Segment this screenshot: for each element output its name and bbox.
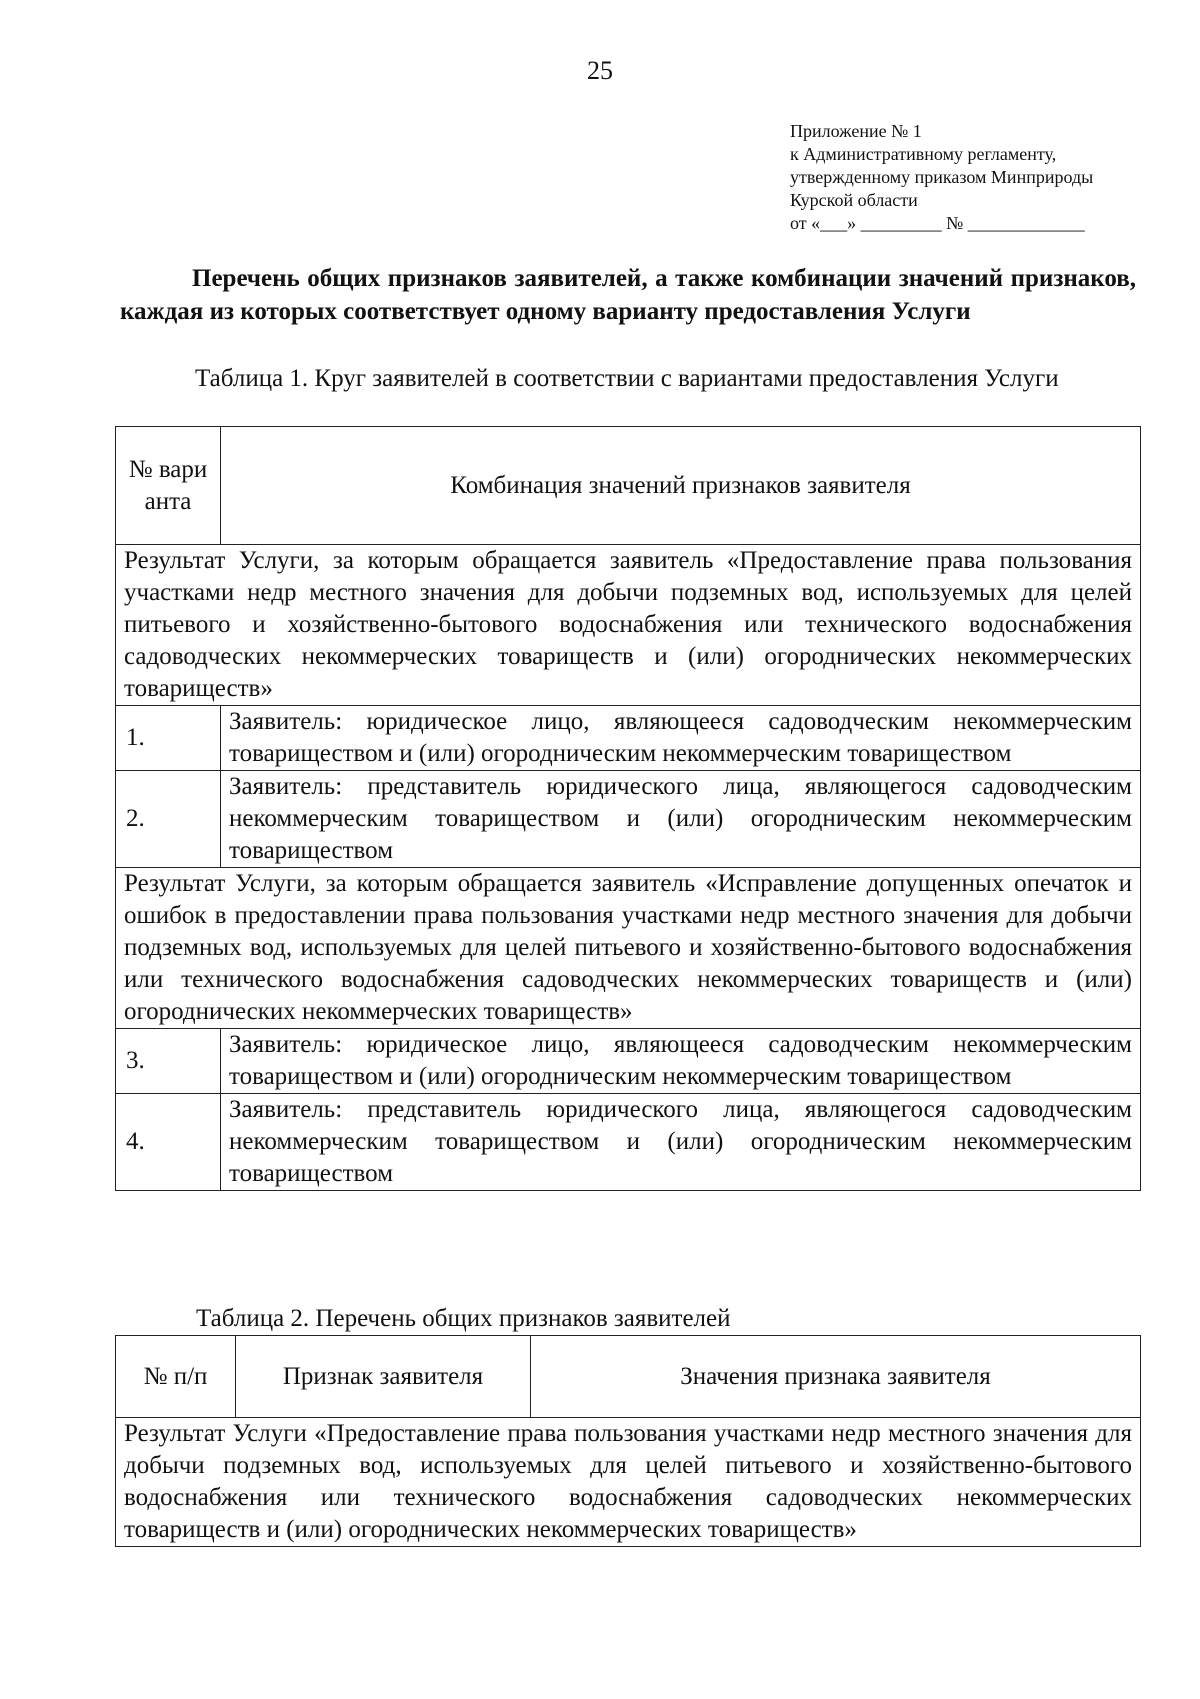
document-title — [120, 262, 1136, 328]
table1-caption: Таблица 1. Круг заявителей в соответствии с вариантами предоставления Услуги — [195, 365, 1059, 392]
table-row — [116, 1094, 1141, 1191]
header-row-number: № п/п — [116, 1336, 236, 1418]
appendix-line: к Административному регламенту, — [790, 144, 1057, 164]
variant-number: 4. — [116, 1094, 221, 1191]
section-result-text: Результат Услуги, за которым обращается заявитель «Предоставление права пользования участками недр местного значения для добычи подземных вод, используемых для целей питьевого и хозяйственно-бытового водоснабжения или технического водоснабжения садоводческих некоммерческих товариществ и (или) огороднических некоммерческих товариществ» — [116, 545, 1141, 706]
table2-caption: Таблица 2. Перечень общих признаков заявителей — [196, 1305, 731, 1332]
variant-number: 2. — [116, 771, 221, 868]
table-row — [116, 1029, 1141, 1094]
section-result-text: Результат Услуги, за которым обращается заявитель «Исправление допущенных опечаток и ошибок в предоставлении права пользования участками недр местного значения для добычи подземных вод, используемых для целей питьевого и хозяйственно-бытового водоснабжения или технического водоснабжения садоводческих некоммерческих товариществ и (или) огороднических некоммерческих товариществ» — [116, 868, 1141, 1029]
section-row — [116, 868, 1141, 1029]
appendix-line: Курской области — [790, 190, 918, 210]
section-row — [116, 545, 1141, 706]
variant-description: Заявитель: юридическое лицо, являющееся садоводческим некоммерческим товариществом и (или) огородническим некоммерческим товариществом — [221, 1029, 1141, 1094]
header-combination: Комбинация значений признаков заявителя — [221, 427, 1141, 545]
appendix-line: утвержденному приказом Минприроды — [790, 167, 1094, 187]
header-sign-values: Значения признака заявителя — [531, 1336, 1141, 1418]
page-number: 25 — [587, 56, 613, 85]
appendix-line: Приложение № 1 — [790, 121, 922, 141]
table-header-row — [116, 1336, 1141, 1418]
variant-description: Заявитель: представитель юридического лица, являющегося садоводческим некоммерческим товариществом и (или) огородническим некоммерческим товариществом — [221, 1094, 1141, 1191]
variant-description: Заявитель: представитель юридического лица, являющегося садоводческим некоммерческим товариществом и (или) огородническим некоммерческим товариществом — [221, 771, 1141, 868]
appendix-note — [790, 120, 1160, 235]
variant-description: Заявитель: юридическое лицо, являющееся садоводческим некоммерческим товариществом и (или) огородническим некоммерческим товариществом — [221, 706, 1141, 771]
applicant-signs-table — [115, 1335, 1141, 1547]
variant-number: 3. — [116, 1029, 221, 1094]
section-result-text: Результат Услуги «Предоставление права пользования участками недр местного значения для добычи подземных вод, используемых для целей питьевого и хозяйственно-бытового водоснабжения или технического водоснабжения садоводческих некоммерческих товариществ и (или) огороднических некоммерческих товариществ» — [116, 1418, 1141, 1547]
table-header-row — [116, 427, 1141, 545]
variant-number: 1. — [116, 706, 221, 771]
table-row — [116, 706, 1141, 771]
variants-table — [115, 426, 1141, 1191]
title-text: Перечень общих признаков заявителей, а также комбинации значений признаков, каждая из которых соответствует одному варианту предоставления Услуги — [120, 265, 1136, 325]
header-sign: Признак заявителя — [236, 1336, 531, 1418]
appendix-line: от «___» _________ № _____________ — [790, 213, 1085, 233]
table-row — [116, 771, 1141, 868]
section-row — [116, 1418, 1141, 1547]
header-variant-number: № варианта — [116, 427, 221, 545]
